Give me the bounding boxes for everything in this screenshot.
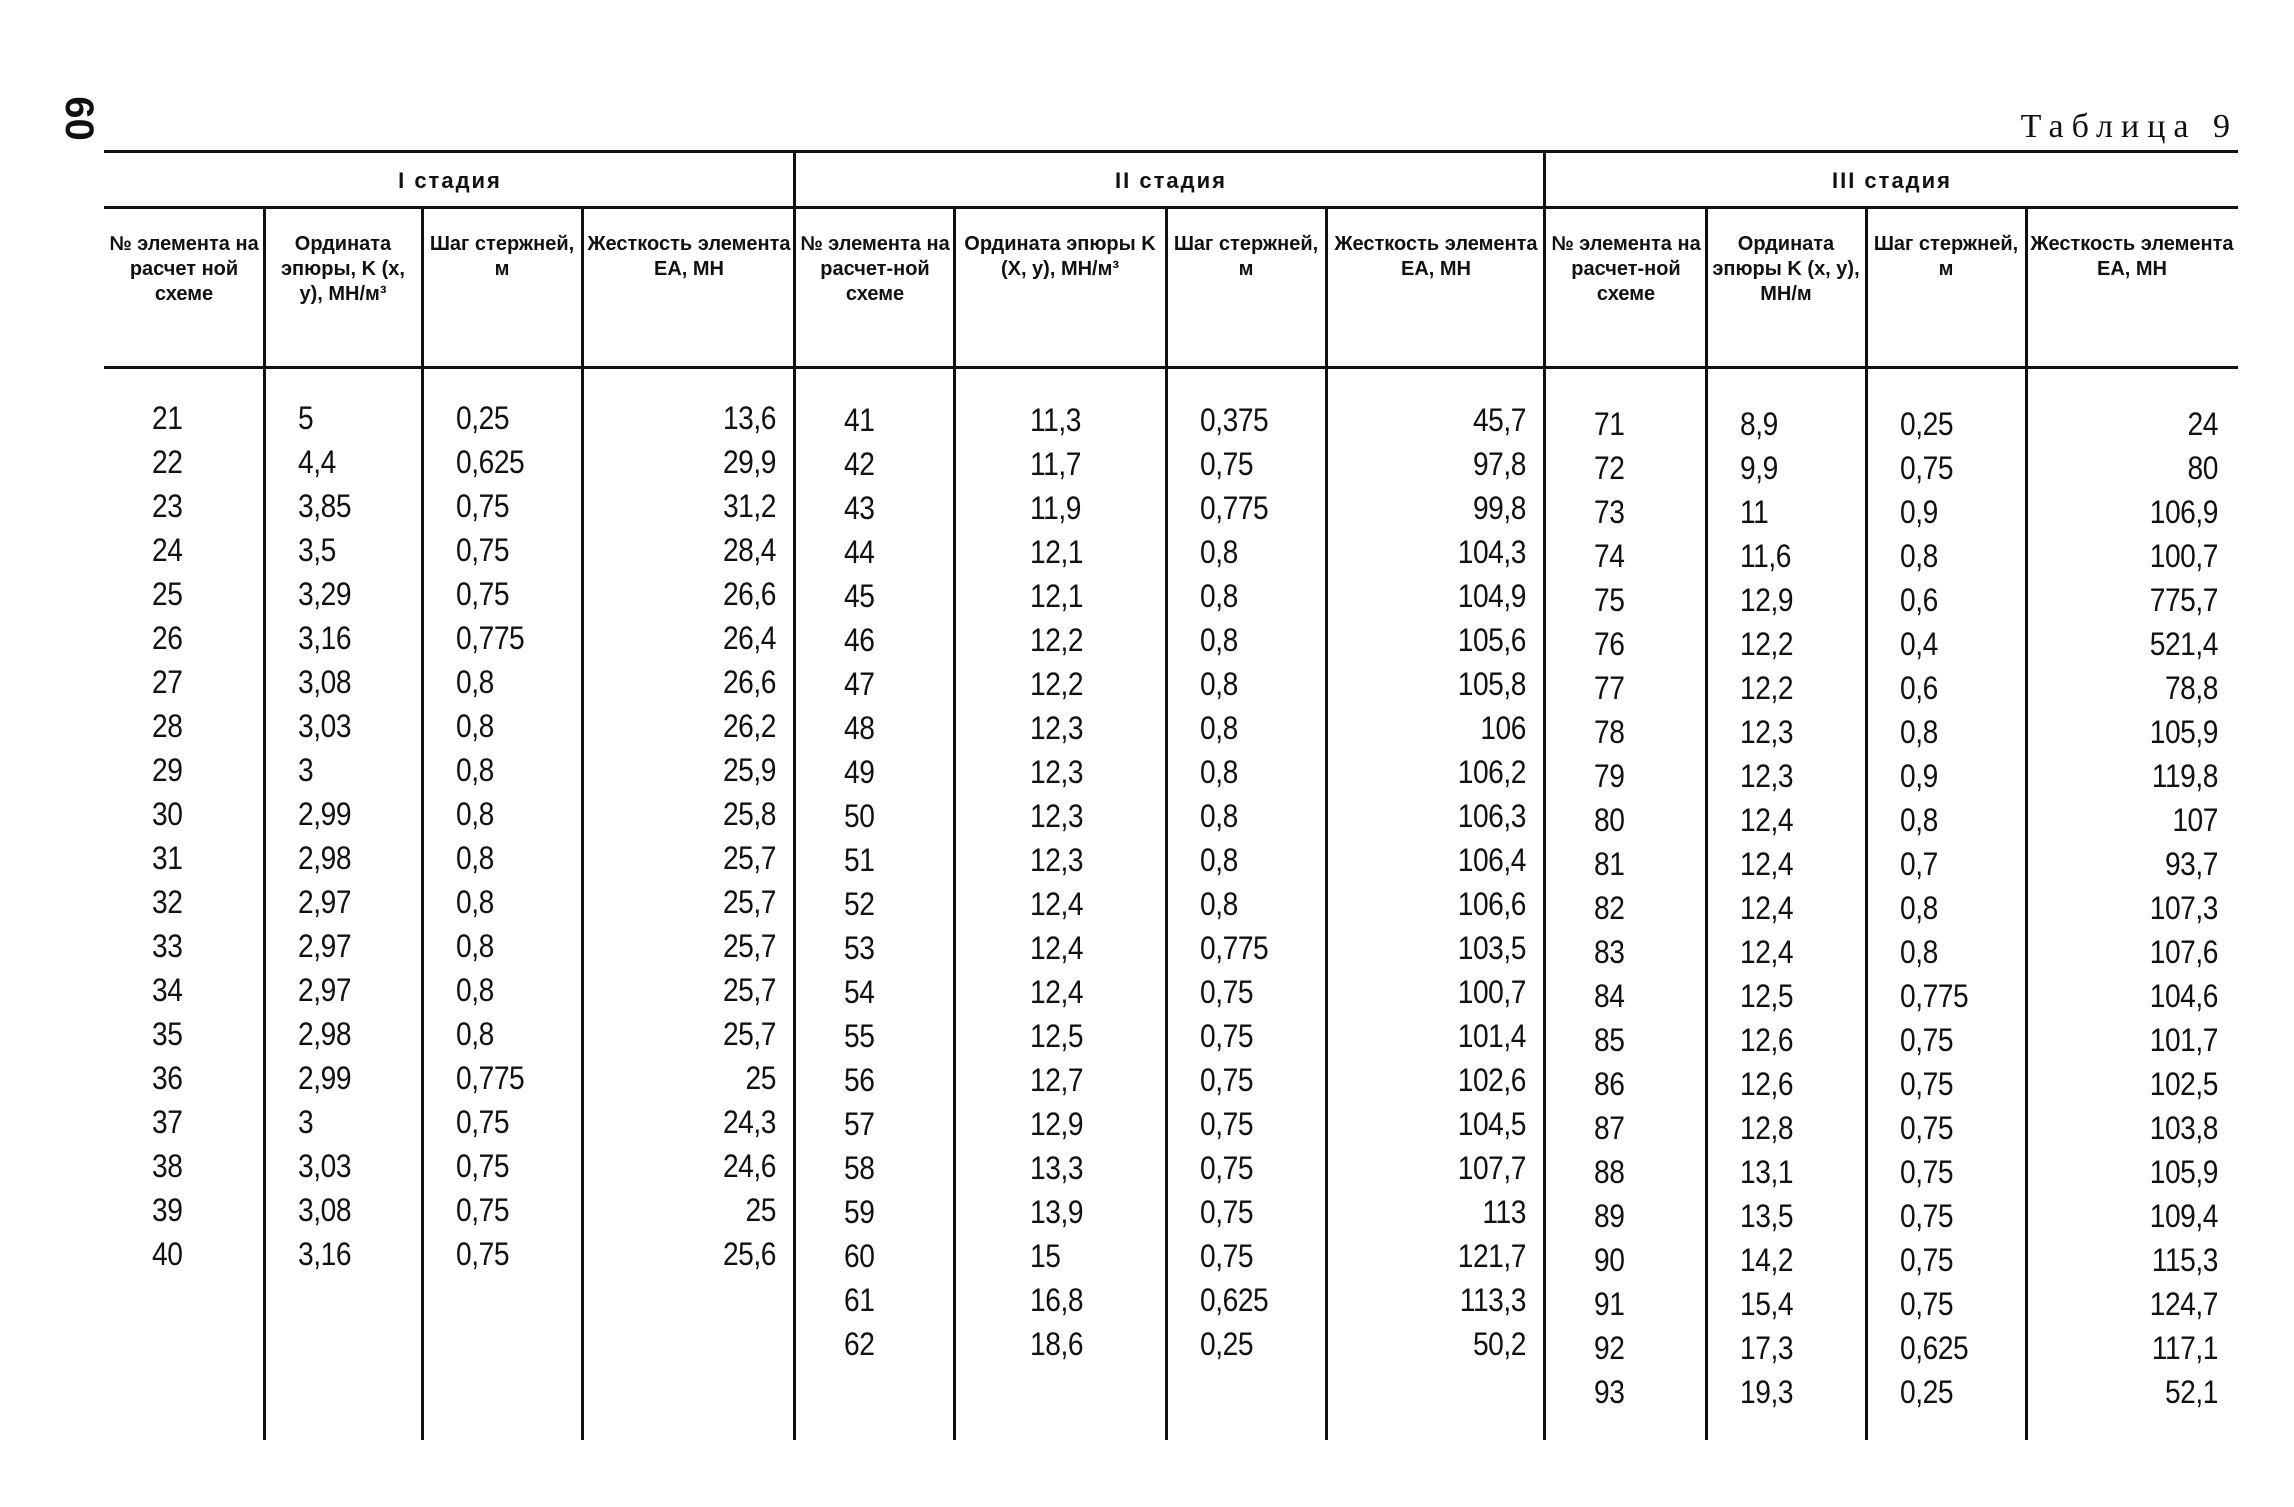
table-cell: 93,7 xyxy=(2164,846,2218,882)
table-cell: 11,3 xyxy=(1030,402,1081,438)
table-cell: 14,2 xyxy=(1740,1242,1794,1278)
column-divider xyxy=(953,206,956,1440)
table-cell: 11,9 xyxy=(1030,490,1081,526)
table-cell: 3,5 xyxy=(298,532,336,568)
column-header: № элемента на расчет ной схеме xyxy=(109,233,259,305)
table-cell: 0,8 xyxy=(1200,534,1238,570)
table-cell: 0,75 xyxy=(456,488,510,524)
table-cell: 107,3 xyxy=(2149,890,2218,926)
column-divider xyxy=(1325,206,1328,1440)
table-cell: 0,8 xyxy=(1200,666,1238,702)
table-cell: 15,4 xyxy=(1740,1286,1794,1322)
table-cell: 34 xyxy=(152,972,183,1008)
table-cell: 4,4 xyxy=(298,444,336,480)
table-cell: 0,75 xyxy=(456,1104,510,1140)
table-cell: 12,9 xyxy=(1030,1106,1084,1142)
table-cell: 0,775 xyxy=(456,1060,525,1096)
table-cell: 0,75 xyxy=(1900,1022,1954,1058)
table-cell: 0,775 xyxy=(1900,978,1969,1014)
table-cell: 53 xyxy=(844,930,875,966)
table-cell: 55 xyxy=(844,1018,875,1054)
table-cell: 12,5 xyxy=(1030,1018,1084,1054)
table-title: Таблица 9 xyxy=(2020,108,2238,145)
table-cell: 105,6 xyxy=(1457,622,1526,658)
table-cell: 3,03 xyxy=(298,1148,352,1184)
table-cell: 0,9 xyxy=(1900,758,1938,794)
table-cell: 12,7 xyxy=(1030,1062,1084,1098)
table-cell: 46 xyxy=(844,622,875,658)
table-cell: 26,6 xyxy=(722,664,776,700)
table-cell: 0,8 xyxy=(1900,802,1938,838)
table-cell: 30 xyxy=(152,796,183,832)
table-cell: 0,75 xyxy=(1200,974,1254,1010)
table-cell: 117,1 xyxy=(2151,1330,2218,1366)
table-cell: 0,8 xyxy=(1900,538,1938,574)
table-cell: 25 xyxy=(745,1060,776,1096)
table-cell: 0,75 xyxy=(456,576,510,612)
table-cell: 58 xyxy=(844,1150,875,1186)
table-cell: 26,4 xyxy=(722,620,776,656)
table-cell: 24,3 xyxy=(722,1104,776,1140)
table-cell: 0,75 xyxy=(456,1148,510,1184)
table-cell: 0,625 xyxy=(456,444,525,480)
column-divider xyxy=(263,206,266,1440)
table-cell: 12,4 xyxy=(1030,930,1084,966)
table-cell: 2,98 xyxy=(298,1016,352,1052)
table-cell: 73 xyxy=(1594,494,1625,530)
table-cell: 23 xyxy=(152,488,183,524)
table-cell: 12,4 xyxy=(1740,890,1794,926)
data-table xyxy=(104,150,2238,1440)
table-cell: 119,8 xyxy=(2151,758,2218,794)
table-cell: 0,75 xyxy=(1200,1106,1254,1142)
column-header: Шаг стержней, м xyxy=(1173,233,1319,280)
table-cell: 77 xyxy=(1594,670,1625,706)
table-cell: 25,7 xyxy=(722,972,776,1008)
table-cell: 104,5 xyxy=(1457,1106,1526,1142)
table-cell: 104,3 xyxy=(1457,534,1526,570)
table-cell: 27 xyxy=(152,664,183,700)
table-cell: 33 xyxy=(152,928,183,964)
table-cell: 22 xyxy=(152,444,183,480)
stage-separator xyxy=(1543,150,1546,1440)
table-cell: 26,6 xyxy=(722,576,776,612)
table-cell: 24,6 xyxy=(722,1148,776,1184)
table-cell: 0,75 xyxy=(1900,1198,1954,1234)
table-cell: 11,6 xyxy=(1740,538,1791,574)
table-cell: 3 xyxy=(298,752,314,788)
table-cell: 3,03 xyxy=(298,708,352,744)
table-cell: 0,25 xyxy=(456,400,510,436)
table-cell: 62 xyxy=(844,1326,875,1362)
table-cell: 60 xyxy=(844,1238,875,1274)
table-cell: 12,5 xyxy=(1740,978,1794,1014)
table-cell: 106,3 xyxy=(1457,798,1526,834)
table-cell: 0,775 xyxy=(1200,930,1269,966)
table-cell: 2,99 xyxy=(298,1060,352,1096)
table-cell: 0,6 xyxy=(1900,582,1938,618)
table-cell: 521,4 xyxy=(2149,626,2218,662)
table-cell: 107,7 xyxy=(1457,1150,1526,1186)
table-cell: 0,25 xyxy=(1900,1374,1954,1410)
table-cell: 43 xyxy=(844,490,875,526)
table-cell: 26,2 xyxy=(722,708,776,744)
table-cell: 38 xyxy=(152,1148,183,1184)
table-cell: 24 xyxy=(2187,406,2218,442)
column-header: Жесткость элемента EA, МН xyxy=(587,233,791,280)
table-cell: 2,97 xyxy=(298,884,352,920)
table-cell: 52 xyxy=(844,886,875,922)
table-cell: 0,9 xyxy=(1900,494,1938,530)
table-cell: 121,7 xyxy=(1457,1238,1526,1274)
table-cell: 12,3 xyxy=(1030,710,1084,746)
table-cell: 0,75 xyxy=(1200,446,1254,482)
column-header: Ордината эпюры K (X, y), МН/м³ xyxy=(964,233,1156,280)
table-cell: 0,8 xyxy=(1900,890,1938,926)
table-cell: 0,75 xyxy=(1200,1062,1254,1098)
table-cell: 45 xyxy=(844,578,875,614)
table-cell: 0,8 xyxy=(456,664,494,700)
table-cell: 39 xyxy=(152,1192,183,1228)
table-cell: 0,8 xyxy=(456,1016,494,1052)
table-cell: 0,75 xyxy=(1900,1286,1954,1322)
table-cell: 0,75 xyxy=(1900,1242,1954,1278)
stage-title: III стадия xyxy=(1831,168,1953,193)
table-cell: 48 xyxy=(844,710,875,746)
table-cell: 0,625 xyxy=(1900,1330,1969,1366)
table-cell: 0,775 xyxy=(456,620,525,656)
table-cell: 0,775 xyxy=(1200,490,1269,526)
table-cell: 44 xyxy=(844,534,875,570)
column-header: № элемента на расчет-ной схеме xyxy=(1551,233,1701,305)
table-cell: 85 xyxy=(1594,1022,1625,1058)
table-cell: 51 xyxy=(844,842,875,878)
table-cell: 12,1 xyxy=(1030,534,1084,570)
table-cell: 29,9 xyxy=(722,444,776,480)
table-cell: 84 xyxy=(1594,978,1625,1014)
table-cell: 74 xyxy=(1594,538,1625,574)
table-cell: 13,1 xyxy=(1740,1154,1794,1190)
table-cell: 106,6 xyxy=(1457,886,1526,922)
table-cell: 12,3 xyxy=(1740,758,1794,794)
table-cell: 25 xyxy=(745,1192,776,1228)
table-cell: 0,8 xyxy=(1200,578,1238,614)
table-cell: 106,2 xyxy=(1457,754,1526,790)
table-cell: 76 xyxy=(1594,626,1625,662)
table-cell: 25,9 xyxy=(722,752,776,788)
table-cell: 0,75 xyxy=(1200,1150,1254,1186)
table-cell: 12,4 xyxy=(1740,802,1794,838)
table-cell: 75 xyxy=(1594,582,1625,618)
table-cell: 3,85 xyxy=(298,488,352,524)
table-cell: 13,5 xyxy=(1740,1198,1794,1234)
table-cell: 106 xyxy=(1480,710,1526,746)
table-cell: 79 xyxy=(1594,758,1625,794)
table-cell: 0,25 xyxy=(1900,406,1954,442)
column-header: Ордината эпюры K (x, y), МН/м xyxy=(1712,233,1860,305)
table-cell: 81 xyxy=(1594,846,1625,882)
table-cell: 0,8 xyxy=(1200,710,1238,746)
table-cell: 105,9 xyxy=(2149,714,2218,750)
table-cell: 0,75 xyxy=(1900,1154,1954,1190)
table-cell: 78 xyxy=(1594,714,1625,750)
table-cell: 3,08 xyxy=(298,664,352,700)
table-cell: 16,8 xyxy=(1030,1282,1084,1318)
table-cell: 106,4 xyxy=(1457,842,1526,878)
table-cell: 25,7 xyxy=(722,840,776,876)
table-cell: 36 xyxy=(152,1060,183,1096)
table-cell: 24 xyxy=(152,532,183,568)
column-header: Жесткость элемента EA, МН xyxy=(1334,233,1538,280)
page-number: 60 xyxy=(56,96,101,141)
table-cell: 0,8 xyxy=(456,928,494,964)
table-cell: 12,4 xyxy=(1030,974,1084,1010)
table-cell: 17,3 xyxy=(1740,1330,1794,1366)
table-cell: 0,8 xyxy=(1900,934,1938,970)
table-cell: 12,4 xyxy=(1740,846,1794,882)
table-cell: 107,6 xyxy=(2149,934,2218,970)
column-divider xyxy=(2025,206,2028,1440)
table-cell: 42 xyxy=(844,446,875,482)
table-cell: 0,8 xyxy=(456,796,494,832)
table-cell: 93 xyxy=(1594,1374,1625,1410)
table-cell: 26 xyxy=(152,620,183,656)
table-cell: 12,6 xyxy=(1740,1066,1794,1102)
table-cell: 19,3 xyxy=(1740,1374,1794,1410)
table-cell: 35 xyxy=(152,1016,183,1052)
table-cell: 12,1 xyxy=(1030,578,1084,614)
table-cell: 0,75 xyxy=(1900,1066,1954,1102)
table-cell: 100,7 xyxy=(1457,974,1526,1010)
table-cell: 113,3 xyxy=(1459,1282,1526,1318)
table-cell: 31 xyxy=(152,840,183,876)
table-cell: 775,7 xyxy=(2149,582,2218,618)
table-cell: 12,3 xyxy=(1740,714,1794,750)
table-cell: 13,6 xyxy=(722,400,776,436)
table-cell: 25,7 xyxy=(722,884,776,920)
table-cell: 0,8 xyxy=(456,884,494,920)
table-cell: 40 xyxy=(152,1236,183,1272)
table-cell: 88 xyxy=(1594,1154,1625,1190)
table-cell: 109,4 xyxy=(2149,1198,2218,1234)
stage-title: II стадия xyxy=(1115,168,1227,193)
table-cell: 0,8 xyxy=(1200,754,1238,790)
table-cell: 61 xyxy=(844,1282,875,1318)
table-cell: 11,7 xyxy=(1030,446,1081,482)
table-cell: 12,2 xyxy=(1030,666,1084,702)
table-cell: 0,7 xyxy=(1900,846,1938,882)
table-cell: 82 xyxy=(1594,890,1625,926)
table-cell: 49 xyxy=(844,754,875,790)
table-cell: 25,8 xyxy=(722,796,776,832)
table-cell: 0,8 xyxy=(456,752,494,788)
table-cell: 3,16 xyxy=(298,1236,352,1272)
table-cell: 29 xyxy=(152,752,183,788)
table-cell: 90 xyxy=(1594,1242,1625,1278)
table-cell: 0,75 xyxy=(1200,1194,1254,1230)
table-cell: 50,2 xyxy=(1472,1326,1526,1362)
table-cell: 52,1 xyxy=(2164,1374,2218,1410)
table-cell: 72 xyxy=(1594,450,1625,486)
table-cell: 25,6 xyxy=(722,1236,776,1272)
table-cell: 32 xyxy=(152,884,183,920)
table-cell: 59 xyxy=(844,1194,875,1230)
table-cell: 91 xyxy=(1594,1286,1625,1322)
table-cell: 0,625 xyxy=(1200,1282,1269,1318)
table-cell: 80 xyxy=(1594,802,1625,838)
table-cell: 103,8 xyxy=(2149,1110,2218,1146)
table-cell: 99,8 xyxy=(1472,490,1526,526)
table-cell: 80 xyxy=(2187,450,2218,486)
table-cell: 25 xyxy=(152,576,183,612)
table-cell: 28 xyxy=(152,708,183,744)
table-cell: 0,75 xyxy=(456,1192,510,1228)
table-cell: 101,4 xyxy=(1457,1018,1526,1054)
table-cell: 103,5 xyxy=(1457,930,1526,966)
column-header-border xyxy=(104,366,2238,369)
table-cell: 45,7 xyxy=(1472,402,1526,438)
table-cell: 25,7 xyxy=(722,928,776,964)
table-cell: 124,7 xyxy=(2149,1286,2218,1322)
table-cell: 12,3 xyxy=(1030,842,1084,878)
table-cell: 41 xyxy=(844,402,875,438)
table-cell: 87 xyxy=(1594,1110,1625,1146)
table-cell: 83 xyxy=(1594,934,1625,970)
table-cell: 107 xyxy=(2172,802,2218,838)
column-header: Жесткость элемента EA, МН xyxy=(2030,233,2234,280)
table-cell: 2,97 xyxy=(298,972,352,1008)
stage-title: I стадия xyxy=(398,168,502,193)
table-cell: 0,8 xyxy=(1200,622,1238,658)
table-cell: 0,8 xyxy=(1200,842,1238,878)
table-cell: 0,8 xyxy=(1200,798,1238,834)
table-cell: 21 xyxy=(152,400,183,436)
table-cell: 104,9 xyxy=(1457,578,1526,614)
column-header: Шаг стержней, м xyxy=(429,233,575,280)
column-divider xyxy=(1165,206,1168,1440)
table-cell: 11 xyxy=(1740,494,1769,530)
table-cell: 0,6 xyxy=(1900,670,1938,706)
column-divider xyxy=(421,206,424,1440)
table-cell: 12,2 xyxy=(1030,622,1084,658)
table-top-border xyxy=(104,150,2238,153)
table-cell: 13,3 xyxy=(1030,1150,1084,1186)
table-cell: 57 xyxy=(844,1106,875,1142)
table-cell: 115,3 xyxy=(2151,1242,2218,1278)
table-cell: 102,6 xyxy=(1457,1062,1526,1098)
table-cell: 12,3 xyxy=(1030,754,1084,790)
table-cell: 92 xyxy=(1594,1330,1625,1366)
table-cell: 0,8 xyxy=(1200,886,1238,922)
table-cell: 9,9 xyxy=(1740,450,1778,486)
table-cell: 0,25 xyxy=(1200,1326,1254,1362)
table-cell: 2,97 xyxy=(298,928,352,964)
table-cell: 28,4 xyxy=(722,532,776,568)
table-cell: 101,7 xyxy=(2149,1022,2218,1058)
table-cell: 56 xyxy=(844,1062,875,1098)
column-divider xyxy=(1865,206,1868,1440)
table-cell: 5 xyxy=(298,400,314,436)
table-cell: 0,8 xyxy=(1900,714,1938,750)
table-cell: 2,98 xyxy=(298,840,352,876)
table-cell: 2,99 xyxy=(298,796,352,832)
table-cell: 0,4 xyxy=(1900,626,1938,662)
column-header: Шаг стержней, м xyxy=(1873,233,2019,280)
table-cell: 0,375 xyxy=(1200,402,1269,438)
table-cell: 0,8 xyxy=(456,840,494,876)
table-cell: 15 xyxy=(1030,1238,1061,1274)
table-cell: 18,6 xyxy=(1030,1326,1084,1362)
table-cell: 12,9 xyxy=(1740,582,1794,618)
table-cell: 86 xyxy=(1594,1066,1625,1102)
table-cell: 12,2 xyxy=(1740,670,1794,706)
table-cell: 54 xyxy=(844,974,875,1010)
table-cell: 3 xyxy=(298,1104,314,1140)
stage-separator xyxy=(793,150,796,1440)
table-cell: 104,6 xyxy=(2149,978,2218,1014)
table-cell: 105,8 xyxy=(1457,666,1526,702)
table-cell: 0,8 xyxy=(456,972,494,1008)
table-cell: 0,75 xyxy=(1200,1238,1254,1274)
table-cell: 37 xyxy=(152,1104,183,1140)
table-cell: 102,5 xyxy=(2149,1066,2218,1102)
column-header: № элемента на расчет-ной схеме xyxy=(800,233,950,305)
table-cell: 12,2 xyxy=(1740,626,1794,662)
table-cell: 13,9 xyxy=(1030,1194,1084,1230)
table-cell: 0,75 xyxy=(456,532,510,568)
table-cell: 78,8 xyxy=(2164,670,2218,706)
table-cell: 8,9 xyxy=(1740,406,1778,442)
table-cell: 71 xyxy=(1594,406,1625,442)
table-cell: 100,7 xyxy=(2149,538,2218,574)
table-cell: 89 xyxy=(1594,1198,1625,1234)
table-cell: 25,7 xyxy=(722,1016,776,1052)
table-cell: 0,75 xyxy=(456,1236,510,1272)
column-divider xyxy=(1705,206,1708,1440)
table-cell: 3,16 xyxy=(298,620,352,656)
table-cell: 105,9 xyxy=(2149,1154,2218,1190)
table-cell: 97,8 xyxy=(1472,446,1526,482)
table-cell: 12,6 xyxy=(1740,1022,1794,1058)
table-cell: 3,08 xyxy=(298,1192,352,1228)
table-cell: 113 xyxy=(1482,1194,1526,1230)
column-header: Ордината эпюры, K (x, y), МН/м³ xyxy=(281,233,405,305)
table-cell: 12,4 xyxy=(1740,934,1794,970)
table-cell: 31,2 xyxy=(722,488,776,524)
stage-header-border xyxy=(104,206,2238,209)
column-divider xyxy=(581,206,584,1440)
table-cell: 0,75 xyxy=(1200,1018,1254,1054)
table-cell: 12,4 xyxy=(1030,886,1084,922)
table-cell: 12,3 xyxy=(1030,798,1084,834)
table-cell: 3,29 xyxy=(298,576,352,612)
table-cell: 47 xyxy=(844,666,875,702)
table-cell: 12,8 xyxy=(1740,1110,1794,1146)
table-cell: 50 xyxy=(844,798,875,834)
table-cell: 106,9 xyxy=(2149,494,2218,530)
table-cell: 0,75 xyxy=(1900,1110,1954,1146)
table-cell: 0,8 xyxy=(456,708,494,744)
table-cell: 0,75 xyxy=(1900,450,1954,486)
